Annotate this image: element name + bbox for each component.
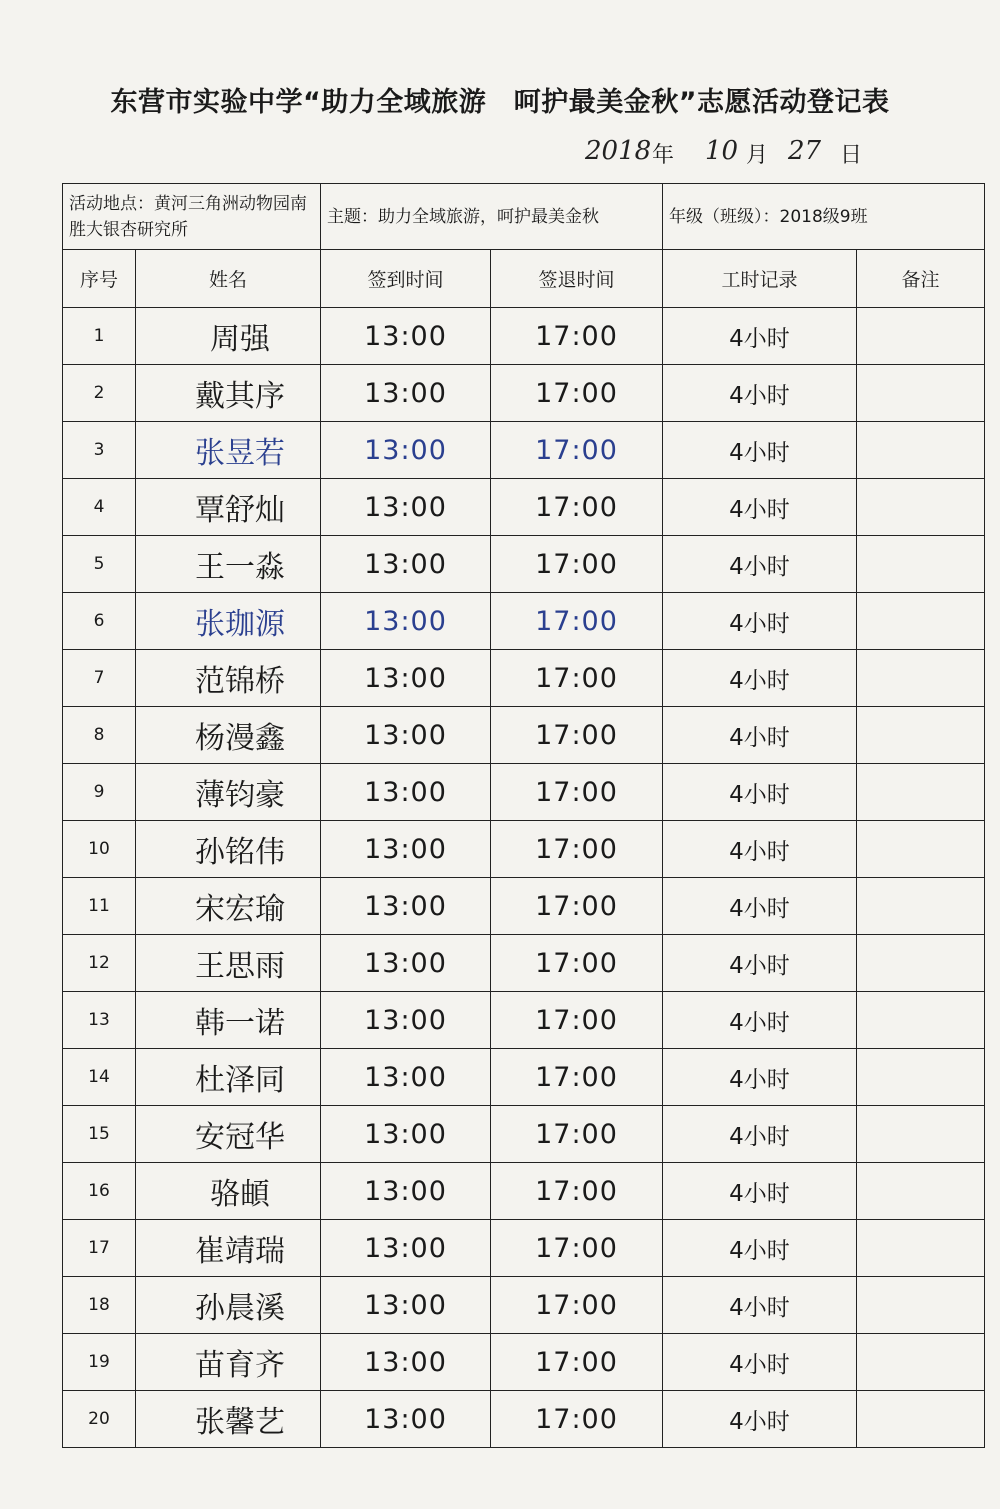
date-month-label: 月 xyxy=(746,143,769,168)
grade-class: 年级（班级）：2018级9班 xyxy=(663,184,985,250)
header-index: 序号 xyxy=(63,250,136,308)
notes-cell xyxy=(857,1334,985,1391)
checkout-time: 17:00 xyxy=(491,992,663,1049)
checkin-time: 13:00 xyxy=(321,1334,491,1391)
notes-cell xyxy=(857,1277,985,1334)
hours-record: 4小时 xyxy=(663,878,857,935)
volunteer-name: 范锦桥 xyxy=(136,650,321,707)
row-index: 14 xyxy=(63,1049,136,1106)
hours-record: 4小时 xyxy=(663,536,857,593)
checkin-time: 13:00 xyxy=(321,764,491,821)
checkin-time: 13:00 xyxy=(321,308,491,365)
checkout-time: 17:00 xyxy=(491,878,663,935)
date-month: 10 xyxy=(705,136,739,166)
row-index: 11 xyxy=(63,878,136,935)
hours-record: 4小时 xyxy=(663,650,857,707)
activity-theme: 主题：助力全域旅游，呵护最美金秋 xyxy=(321,184,663,250)
row-index: 3 xyxy=(63,422,136,479)
form-title: 东营市实验中学“助力全域旅游 呵护最美金秋”志愿活动登记表 xyxy=(110,87,890,118)
header-notes: 备注 xyxy=(857,250,985,308)
table-row xyxy=(63,422,985,479)
checkout-time: 17:00 xyxy=(491,1049,663,1106)
volunteer-name: 宋宏瑜 xyxy=(136,878,321,935)
notes-cell xyxy=(857,992,985,1049)
notes-cell xyxy=(857,536,985,593)
volunteer-name: 张昱若 xyxy=(136,422,321,479)
notes-cell xyxy=(857,1391,985,1448)
notes-cell xyxy=(857,593,985,650)
hours-record: 4小时 xyxy=(663,479,857,536)
table-row xyxy=(63,1220,985,1277)
checkout-time: 17:00 xyxy=(491,479,663,536)
header-checkin: 签到时间 xyxy=(321,250,491,308)
date-day: 27 xyxy=(788,136,822,166)
table-row xyxy=(63,992,985,1049)
volunteer-name: 崔靖瑞 xyxy=(136,1220,321,1277)
hours-record: 4小时 xyxy=(663,707,857,764)
checkout-time: 17:00 xyxy=(491,935,663,992)
table-row xyxy=(63,935,985,992)
row-index: 4 xyxy=(63,479,136,536)
table-row xyxy=(63,1106,985,1163)
row-index: 17 xyxy=(63,1220,136,1277)
volunteer-name: 杨漫鑫 xyxy=(136,707,321,764)
row-index: 1 xyxy=(63,308,136,365)
hours-record: 4小时 xyxy=(663,593,857,650)
hours-record: 4小时 xyxy=(663,1163,857,1220)
checkout-time: 17:00 xyxy=(491,707,663,764)
row-index: 16 xyxy=(63,1163,136,1220)
checkout-time: 17:00 xyxy=(491,308,663,365)
table-row xyxy=(63,479,985,536)
checkout-time: 17:00 xyxy=(491,1106,663,1163)
notes-cell xyxy=(857,650,985,707)
row-index: 2 xyxy=(63,365,136,422)
volunteer-name: 周强 xyxy=(136,308,321,365)
checkin-time: 13:00 xyxy=(321,1163,491,1220)
volunteer-name: 苗育齐 xyxy=(136,1334,321,1391)
row-index: 20 xyxy=(63,1391,136,1448)
volunteer-name: 王思雨 xyxy=(136,935,321,992)
checkin-time: 13:00 xyxy=(321,1277,491,1334)
hours-record: 4小时 xyxy=(663,1334,857,1391)
row-index: 5 xyxy=(63,536,136,593)
checkin-time: 13:00 xyxy=(321,1049,491,1106)
volunteer-name: 孙铭伟 xyxy=(136,821,321,878)
row-index: 6 xyxy=(63,593,136,650)
volunteer-name: 骆頔 xyxy=(136,1163,321,1220)
table-row xyxy=(63,764,985,821)
row-index: 13 xyxy=(63,992,136,1049)
date-day-label: 日 xyxy=(840,143,863,168)
header-checkout: 签退时间 xyxy=(491,250,663,308)
table-row xyxy=(63,1391,985,1448)
table-row xyxy=(63,878,985,935)
checkin-time: 13:00 xyxy=(321,707,491,764)
volunteer-name: 覃舒灿 xyxy=(136,479,321,536)
checkin-time: 13:00 xyxy=(321,821,491,878)
checkin-time: 13:00 xyxy=(321,365,491,422)
hours-record: 4小时 xyxy=(663,1106,857,1163)
checkin-time: 13:00 xyxy=(321,1106,491,1163)
notes-cell xyxy=(857,365,985,422)
checkin-time: 13:00 xyxy=(321,992,491,1049)
row-index: 9 xyxy=(63,764,136,821)
checkout-time: 17:00 xyxy=(491,593,663,650)
checkout-time: 17:00 xyxy=(491,650,663,707)
checkout-time: 17:00 xyxy=(491,1220,663,1277)
hours-record: 4小时 xyxy=(663,764,857,821)
row-index: 7 xyxy=(63,650,136,707)
checkin-time: 13:00 xyxy=(321,422,491,479)
notes-cell xyxy=(857,935,985,992)
notes-cell xyxy=(857,1049,985,1106)
checkin-time: 13:00 xyxy=(321,479,491,536)
hours-record: 4小时 xyxy=(663,935,857,992)
volunteer-name: 薄钧豪 xyxy=(136,764,321,821)
checkout-time: 17:00 xyxy=(491,1163,663,1220)
hours-record: 4小时 xyxy=(663,1277,857,1334)
table-row xyxy=(63,308,985,365)
notes-cell xyxy=(857,1106,985,1163)
checkout-time: 17:00 xyxy=(491,365,663,422)
checkout-time: 17:00 xyxy=(491,764,663,821)
volunteer-name: 张珈源 xyxy=(136,593,321,650)
table-row xyxy=(63,1334,985,1391)
table-row xyxy=(63,1049,985,1106)
notes-cell xyxy=(857,422,985,479)
checkout-time: 17:00 xyxy=(491,536,663,593)
notes-cell xyxy=(857,707,985,764)
checkin-time: 13:00 xyxy=(321,1220,491,1277)
volunteer-name: 王一淼 xyxy=(136,536,321,593)
hours-record: 4小时 xyxy=(663,422,857,479)
row-index: 18 xyxy=(63,1277,136,1334)
table-row xyxy=(63,1163,985,1220)
volunteer-name: 安冠华 xyxy=(136,1106,321,1163)
volunteer-name: 戴其序 xyxy=(136,365,321,422)
header-name: 姓名 xyxy=(136,250,321,308)
table-row xyxy=(63,365,985,422)
activity-location: 活动地点：黄河三角洲动物园南胜大银杏研究所 xyxy=(63,184,321,250)
hours-record: 4小时 xyxy=(663,1049,857,1106)
table-row xyxy=(63,536,985,593)
notes-cell xyxy=(857,764,985,821)
volunteer-name: 杜泽同 xyxy=(136,1049,321,1106)
registration-table xyxy=(62,183,985,1448)
row-index: 12 xyxy=(63,935,136,992)
volunteer-name: 韩一诺 xyxy=(136,992,321,1049)
checkout-time: 17:00 xyxy=(491,1334,663,1391)
checkout-time: 17:00 xyxy=(491,1391,663,1448)
hours-record: 4小时 xyxy=(663,1391,857,1448)
volunteer-name: 张馨艺 xyxy=(136,1391,321,1448)
header-hours: 工时记录 xyxy=(663,250,857,308)
row-index: 15 xyxy=(63,1106,136,1163)
notes-cell xyxy=(857,479,985,536)
volunteer-name: 孙晨溪 xyxy=(136,1277,321,1334)
notes-cell xyxy=(857,821,985,878)
notes-cell xyxy=(857,878,985,935)
table-row xyxy=(63,593,985,650)
notes-cell xyxy=(857,1163,985,1220)
info-row xyxy=(63,184,985,250)
hours-record: 4小时 xyxy=(663,365,857,422)
row-index: 8 xyxy=(63,707,136,764)
checkout-time: 17:00 xyxy=(491,1277,663,1334)
checkin-time: 13:00 xyxy=(321,650,491,707)
checkin-time: 13:00 xyxy=(321,593,491,650)
table-row xyxy=(63,821,985,878)
header-row xyxy=(63,250,985,308)
checkout-time: 17:00 xyxy=(491,422,663,479)
table-row xyxy=(63,650,985,707)
hours-record: 4小时 xyxy=(663,992,857,1049)
hours-record: 4小时 xyxy=(663,1220,857,1277)
notes-cell xyxy=(857,1220,985,1277)
checkout-time: 17:00 xyxy=(491,821,663,878)
date-year-label: 年 xyxy=(652,143,675,168)
checkin-time: 13:00 xyxy=(321,935,491,992)
notes-cell xyxy=(857,308,985,365)
table-row xyxy=(63,707,985,764)
hours-record: 4小时 xyxy=(663,821,857,878)
table-row xyxy=(63,1277,985,1334)
hours-record: 4小时 xyxy=(663,308,857,365)
checkin-time: 13:00 xyxy=(321,878,491,935)
date-year: 2018 xyxy=(585,136,652,166)
row-index: 19 xyxy=(63,1334,136,1391)
checkin-time: 13:00 xyxy=(321,1391,491,1448)
row-index: 10 xyxy=(63,821,136,878)
checkin-time: 13:00 xyxy=(321,536,491,593)
